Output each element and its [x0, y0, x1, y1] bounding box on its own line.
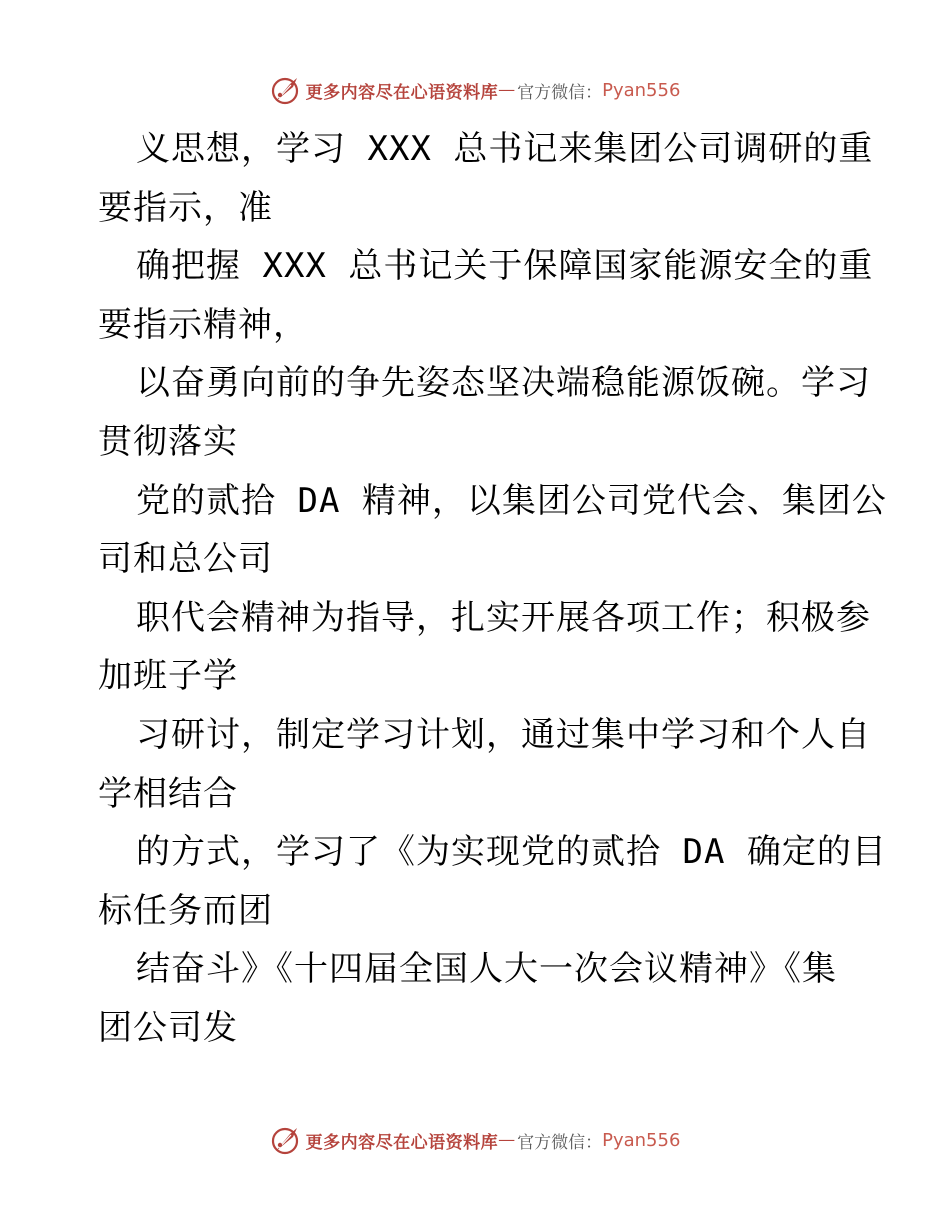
text-line: 的方式，学习了《为实现党的贰拾 DA 确定的目: [136, 832, 887, 873]
text-line: 加班子学: [98, 656, 238, 697]
banner-dash: —: [498, 80, 516, 100]
banner-wechat-label: 官方微信：: [517, 82, 603, 103]
text-line: 要指示精神，: [98, 304, 308, 345]
header-banner: [0, 70, 950, 110]
banner-wechat-id: Pyan556: [602, 1129, 681, 1151]
banner-wechat-id: Pyan556: [602, 79, 681, 101]
text-line: 义思想，学习 XXX 总书记来集团公司调研的重: [136, 129, 874, 169]
text-line: 要指示，准: [98, 187, 273, 228]
text-line: 职代会精神为指导，扎实开展各项工作；积极参: [136, 597, 871, 638]
text-line: 党的贰拾 DA 精神，以集团公司党代会、集团公: [136, 480, 887, 521]
footer-banner: [0, 1120, 950, 1160]
text-line: 司和总公司: [98, 539, 273, 580]
text-line: 团公司发: [98, 1007, 238, 1048]
body-text: [98, 120, 887, 1058]
banner-main-text: 更多内容尽在心语资料库: [305, 1132, 499, 1153]
quill-logo-icon: [270, 1124, 302, 1156]
text-line: 确把握 XXX 总书记关于保障国家能源安全的重: [136, 246, 874, 287]
banner-wechat-label: 官方微信：: [517, 1132, 603, 1153]
quill-logo-icon: [270, 74, 302, 106]
banner-dash: —: [498, 1130, 516, 1150]
text-line: 贯彻落实: [98, 421, 238, 462]
text-line: 以奋勇向前的争先姿态坚决端稳能源饭碗。学习: [136, 363, 871, 404]
banner-main-text: 更多内容尽在心语资料库: [305, 82, 499, 103]
text-line: 标任务而团: [98, 890, 273, 931]
text-line: 习研讨，制定学习计划，通过集中学习和个人自: [136, 714, 871, 755]
text-line: 结奋斗》《十四届全国人大一次会议精神》《集: [136, 949, 837, 990]
text-line: 学相结合: [98, 773, 238, 814]
